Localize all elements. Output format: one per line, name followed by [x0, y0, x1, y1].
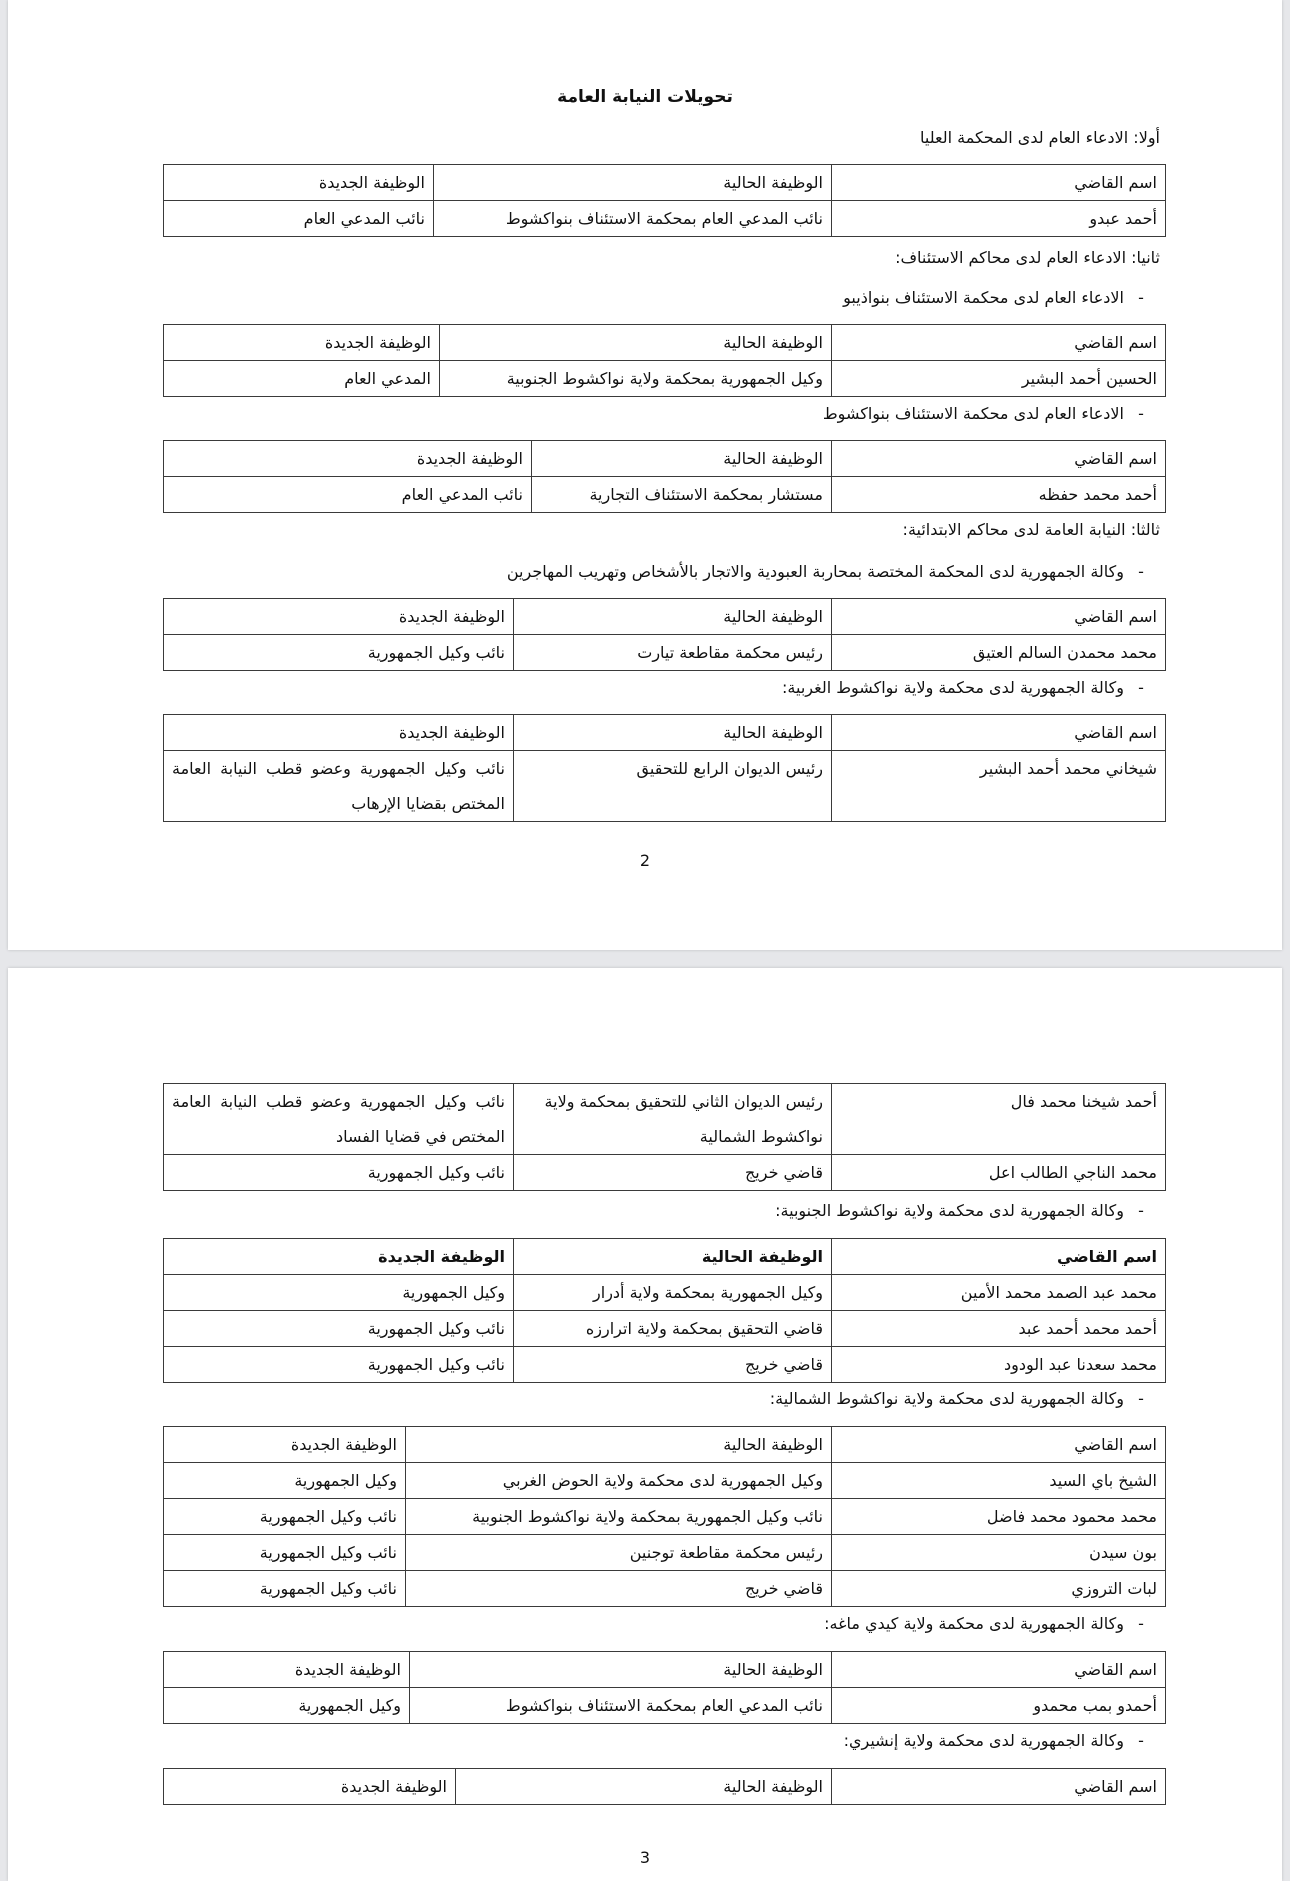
bullet-dash: - — [1138, 1731, 1144, 1750]
bullet-text: وكالة الجمهورية لدى محكمة ولاية نواكشوط الغربية: — [782, 678, 1124, 697]
table-row — [164, 1535, 1166, 1571]
table-row — [164, 1688, 1166, 1724]
bullet-text: الادعاء العام لدى محكمة الاستئناف بنواذيبو — [843, 288, 1124, 307]
cell-name: محمد محمدن السالم العتيق — [832, 635, 1166, 671]
cell-new: نائب وكيل الجمهورية وعضو قطب النيابة العامة المختص بقضايا الإرهاب — [164, 751, 514, 822]
bullet-dash: - — [1138, 678, 1144, 697]
bullet-north-court — [770, 1389, 1158, 1408]
table-row — [164, 1275, 1166, 1311]
table-row — [164, 1499, 1166, 1535]
header-new: الوظيفة الجديدة — [164, 1427, 406, 1463]
cell-name: محمد سعدنا عبد الودود — [832, 1347, 1166, 1383]
page-number: 3 — [639, 1848, 651, 1867]
cell-new: نائب وكيل الجمهورية — [164, 1311, 514, 1347]
cell-name: محمد محمود محمد فاضل — [832, 1499, 1166, 1535]
cell-current: نائب المدعي العام بمحكمة الاستئناف بنواكشوط — [434, 201, 832, 237]
bullet-south-court — [775, 1201, 1158, 1220]
header-current: الوظيفة الحالية — [434, 165, 832, 201]
cell-new: نائب المدعي العام — [164, 201, 434, 237]
bullet-text: الادعاء العام لدى محكمة الاستئناف بنواكشوط — [822, 404, 1124, 423]
table-row — [164, 201, 1166, 237]
table-header-row — [164, 599, 1166, 635]
table-north-court — [163, 1426, 1166, 1607]
cell-name: الحسين أحمد البشير — [832, 361, 1166, 397]
cell-name: أحمد محمد أحمد عبد — [832, 1311, 1166, 1347]
bullet-dash: - — [1138, 404, 1144, 423]
section-heading-first-instance: ثالثا: النيابة العامة لدى محاكم الابتدائية: — [902, 520, 1160, 539]
cell-current: نائب المدعي العام بمحكمة الاستئناف بنواكشوط — [410, 1688, 832, 1724]
section-heading-supreme-court: أولا: الادعاء العام لدى المحكمة العليا — [920, 128, 1160, 147]
table-header-row — [164, 1652, 1166, 1688]
cell-current: وكيل الجمهورية بمحكمة ولاية أدرار — [514, 1275, 832, 1311]
table-header-row — [164, 325, 1166, 361]
table-south-court — [163, 1238, 1166, 1383]
cell-new: المدعي العام — [164, 361, 440, 397]
cell-name: لبات التروزي — [832, 1571, 1166, 1607]
cell-name: أحمدو بمب محمدو — [832, 1688, 1166, 1724]
bullet-text: وكالة الجمهورية لدى المحكمة المختصة بمحاربة العبودية والاتجار بالأشخاص وتهريب المهاجرين — [506, 562, 1124, 581]
table-row — [164, 1084, 1166, 1155]
table-header-row — [164, 441, 1166, 477]
bullet-dash: - — [1138, 1614, 1144, 1633]
table-slavery-court — [163, 598, 1166, 671]
cell-new: نائب وكيل الجمهورية — [164, 1155, 514, 1191]
header-new: الوظيفة الجديدة — [164, 1239, 514, 1275]
bullet-guidimakha-court — [824, 1614, 1158, 1633]
table-row — [164, 1155, 1166, 1191]
cell-current: وكيل الجمهورية لدى محكمة ولاية الحوض الغربي — [406, 1463, 832, 1499]
cell-new: نائب وكيل الجمهورية — [164, 1535, 406, 1571]
cell-new: وكيل الجمهورية — [164, 1275, 514, 1311]
cell-name: محمد عبد الصمد محمد الأمين — [832, 1275, 1166, 1311]
cell-current: وكيل الجمهورية بمحكمة ولاية نواكشوط الجنوبية — [440, 361, 832, 397]
header-current: الوظيفة الحالية — [514, 599, 832, 635]
header-name: اسم القاضي — [832, 441, 1166, 477]
cell-current: مستشار بمحكمة الاستئناف التجارية — [532, 477, 832, 513]
table-header-row — [164, 1239, 1166, 1275]
document-page-3 — [8, 968, 1282, 1881]
cell-current: قاضي خريج — [406, 1571, 832, 1607]
document-page-2 — [8, 0, 1282, 950]
header-new: الوظيفة الجديدة — [164, 1769, 456, 1805]
page-number: 2 — [639, 851, 651, 870]
table-row — [164, 751, 1166, 822]
bullet-dash: - — [1138, 288, 1144, 307]
table-west-court — [163, 714, 1166, 822]
bullet-west-court — [782, 678, 1158, 697]
table-guidimakha-court — [163, 1651, 1166, 1724]
bullet-dash: - — [1138, 562, 1144, 581]
table-supreme-court — [163, 164, 1166, 237]
table-row — [164, 635, 1166, 671]
cell-new: وكيل الجمهورية — [164, 1688, 410, 1724]
table-row — [164, 477, 1166, 513]
table-row — [164, 1571, 1166, 1607]
bullet-dash: - — [1138, 1389, 1144, 1408]
header-name: اسم القاضي — [832, 599, 1166, 635]
cell-new: نائب وكيل الجمهورية — [164, 635, 514, 671]
header-name: اسم القاضي — [832, 715, 1166, 751]
bullet-text: وكالة الجمهورية لدى محكمة ولاية نواكشوط الشمالية: — [769, 1389, 1124, 1408]
header-current: الوظيفة الحالية — [456, 1769, 832, 1805]
header-current: الوظيفة الحالية — [532, 441, 832, 477]
header-name: اسم القاضي — [832, 325, 1166, 361]
cell-new: نائب وكيل الجمهورية — [164, 1347, 514, 1383]
header-name: اسم القاضي — [832, 1239, 1166, 1275]
cell-name: شيخاني محمد أحمد البشير — [832, 751, 1166, 822]
cell-current: رئيس محكمة مقاطعة تيارت — [514, 635, 832, 671]
cell-current: رئيس الديوان الرابع للتحقيق — [514, 751, 832, 822]
section-heading-appeals: ثانيا: الادعاء العام لدى محاكم الاستئناف: — [895, 248, 1160, 267]
table-header-row — [164, 165, 1166, 201]
cell-current: قاضي التحقيق بمحكمة ولاية اترارزه — [514, 1311, 832, 1347]
cell-name: الشيخ باي السيد — [832, 1463, 1166, 1499]
cell-current: رئيس الديوان الثاني للتحقيق بمحكمة ولاية نواكشوط الشمالية — [514, 1084, 832, 1155]
table-row — [164, 1311, 1166, 1347]
table-west-court-continued — [163, 1083, 1166, 1191]
header-current: الوظيفة الحالية — [410, 1652, 832, 1688]
page-title: تحويلات النيابة العامة — [557, 87, 733, 107]
bullet-dash: - — [1138, 1201, 1144, 1220]
table-header-row — [164, 715, 1166, 751]
header-current: الوظيفة الحالية — [440, 325, 832, 361]
cell-name: محمد الناجي الطالب اعل — [832, 1155, 1166, 1191]
cell-current: قاضي خريج — [514, 1155, 832, 1191]
table-nouadhibou — [163, 324, 1166, 397]
table-header-row — [164, 1427, 1166, 1463]
table-nouakchott-appeal — [163, 440, 1166, 513]
table-inchiri-court — [163, 1768, 1166, 1805]
header-new: الوظيفة الجديدة — [164, 715, 514, 751]
cell-new: نائب وكيل الجمهورية — [164, 1571, 406, 1607]
header-current: الوظيفة الحالية — [514, 715, 832, 751]
cell-new: نائب وكيل الجمهورية — [164, 1499, 406, 1535]
cell-name: بون سيدن — [832, 1535, 1166, 1571]
cell-current: قاضي خريج — [514, 1347, 832, 1383]
header-name: اسم القاضي — [832, 1652, 1166, 1688]
bullet-nouakchott-appeal — [823, 404, 1158, 423]
header-name: اسم القاضي — [832, 1427, 1166, 1463]
bullet-slavery-court — [507, 562, 1158, 581]
bullet-nouadhibou — [843, 288, 1158, 307]
cell-new: وكيل الجمهورية — [164, 1463, 406, 1499]
header-name: اسم القاضي — [832, 1769, 1166, 1805]
cell-name: أحمد عبدو — [832, 201, 1166, 237]
cell-current: نائب وكيل الجمهورية بمحكمة ولاية نواكشوط الجنوبية — [406, 1499, 832, 1535]
table-row — [164, 1347, 1166, 1383]
cell-name: أحمد محمد حفظه — [832, 477, 1166, 513]
header-current: الوظيفة الحالية — [514, 1239, 832, 1275]
table-header-row — [164, 1769, 1166, 1805]
cell-current: رئيس محكمة مقاطعة توجنين — [406, 1535, 832, 1571]
header-new: الوظيفة الجديدة — [164, 165, 434, 201]
bullet-inchiri-court — [844, 1731, 1158, 1750]
header-new: الوظيفة الجديدة — [164, 599, 514, 635]
header-new: الوظيفة الجديدة — [164, 325, 440, 361]
table-row — [164, 361, 1166, 397]
bullet-text: وكالة الجمهورية لدى محكمة ولاية إنشيري: — [843, 1731, 1124, 1750]
cell-new: نائب المدعي العام — [164, 477, 532, 513]
cell-new: نائب وكيل الجمهورية وعضو قطب النيابة العامة المختص في قضايا الفساد — [164, 1084, 514, 1155]
table-row — [164, 1463, 1166, 1499]
cell-name: أحمد شيخنا محمد فال — [832, 1084, 1166, 1155]
header-new: الوظيفة الجديدة — [164, 441, 532, 477]
bullet-text: وكالة الجمهورية لدى محكمة ولاية نواكشوط الجنوبية: — [775, 1201, 1124, 1220]
header-name: اسم القاضي — [832, 165, 1166, 201]
bullet-text: وكالة الجمهورية لدى محكمة ولاية كيدي ماغه: — [824, 1614, 1124, 1633]
header-current: الوظيفة الحالية — [406, 1427, 832, 1463]
header-new: الوظيفة الجديدة — [164, 1652, 410, 1688]
